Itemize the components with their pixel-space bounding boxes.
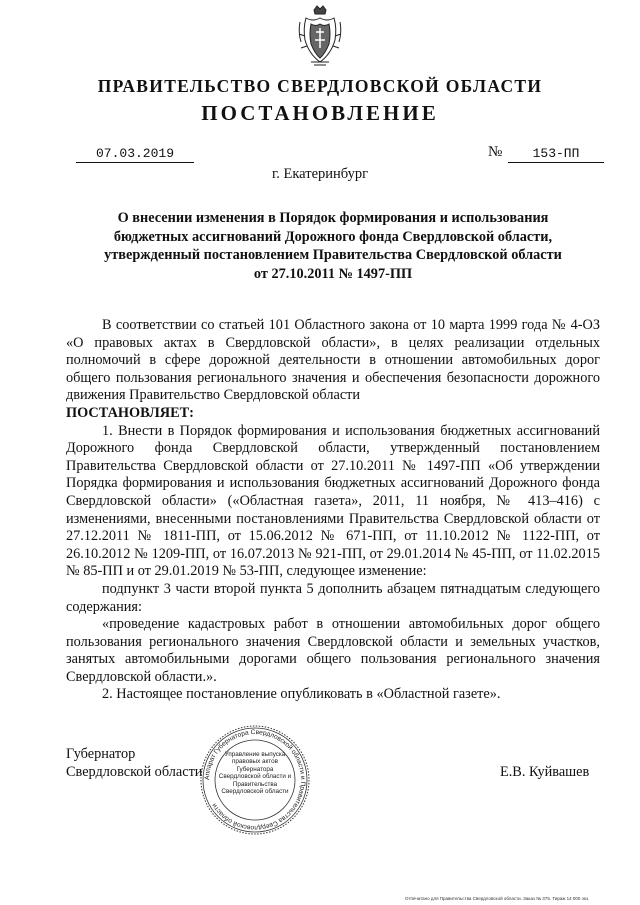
decree-body (66, 317, 600, 704)
title-line: от 27.10.2011 № 1497-ПП (253, 265, 413, 282)
document-type: ПОСТАНОВЛЕНИЕ (201, 101, 439, 125)
sub-item: подпункт 3 части второй пункта 5 дополнить абзацем пятнадцатым следующего содержания: (66, 580, 600, 615)
position-line: Свердловской области (66, 763, 203, 780)
title-line: утвержденный постановлением Правительства Свердловской области (104, 247, 562, 263)
title-line: О внесении изменения в Порядок формирования и использования (117, 210, 549, 226)
item-2: 2. Настоящее постановление опубликовать в «Областной газете». (102, 686, 501, 703)
resolves-label: ПОСТАНОВЛЯЕТ: (66, 404, 194, 421)
stamp-ring-text: Аппарат Губернатора Свердловской области и Правительства Свердловской области (203, 728, 307, 832)
item-1: 1. Внести в Порядок формирования и использования бюджетных ассигнований Дорожного фонда Свердловской области, утвержденный постановлением Правительства Свердловской области от 27.10.2011 № 1497-ПП «Об утверждении Порядка формирования и использования бюджетных ассигнований Дорожного фонда Свердловской области» («Областная газета», 2011, 11 ноября, № 413–416) с изменениями, внесенными постановлениями Правительства Свердловской области от 27.12.2011 № 1811-ПП, от 15.06.2012 № 671-ПП, от 11.10.2012 № 1122-ПП, от 26.10.2012 № 1209-ПП, от 16.07.2013 № 921-ПП, от 29.01.2014 № 45-ПП, от 11.02.2015 № 85-ПП и от 29.01.2019 № 53-ПП, следующее изменение: (66, 422, 600, 580)
decree-date: 07.03.2019 (76, 146, 194, 163)
signatory-position (66, 746, 202, 781)
quoted-paragraph: «проведение кадастровых работ в отношении автомобильных дорог общего пользования регионального значения Свердловской области и земельных участков, занятых автомобильными дорогами общего пользования регионального значения Свердловской области.». (66, 616, 600, 685)
print-footer: Отпечатано для Правительства Свердловской области. Заказ № 375. Тираж 14 000 экз. (405, 896, 590, 901)
city: г. Екатеринбург (271, 166, 369, 182)
stamp-center-text: Управление выпуска правовых актов Губернатора Свердловской области и Правительства Свердловской области (218, 751, 292, 796)
coat-of-arms-icon (297, 4, 343, 66)
decree-title (66, 209, 600, 283)
government-name: ПРАВИТЕЛЬСТВО СВЕРДЛОВСКОЙ ОБЛАСТИ (97, 76, 543, 96)
signatory-name: Е.В. Куйвашев (500, 764, 590, 780)
number-sign: № (488, 144, 503, 160)
decree-number: 153-ПП (508, 146, 604, 163)
preamble: В соответствии со статьей 101 Областного закона от 10 марта 1999 года № 4-ОЗ «О правовых актах в Свердловской области», в целях реализации отдельных полномочий в сфере дорожной деятельности в отношении автомобильных дорог общего пользования регионального значения и обеспечения безопасности дорожного движения Правительство Свердловской области (66, 317, 600, 404)
title-line: бюджетных ассигнований Дорожного фонда Свердловской области, (113, 228, 553, 245)
position-line: Губернатор (66, 746, 136, 762)
